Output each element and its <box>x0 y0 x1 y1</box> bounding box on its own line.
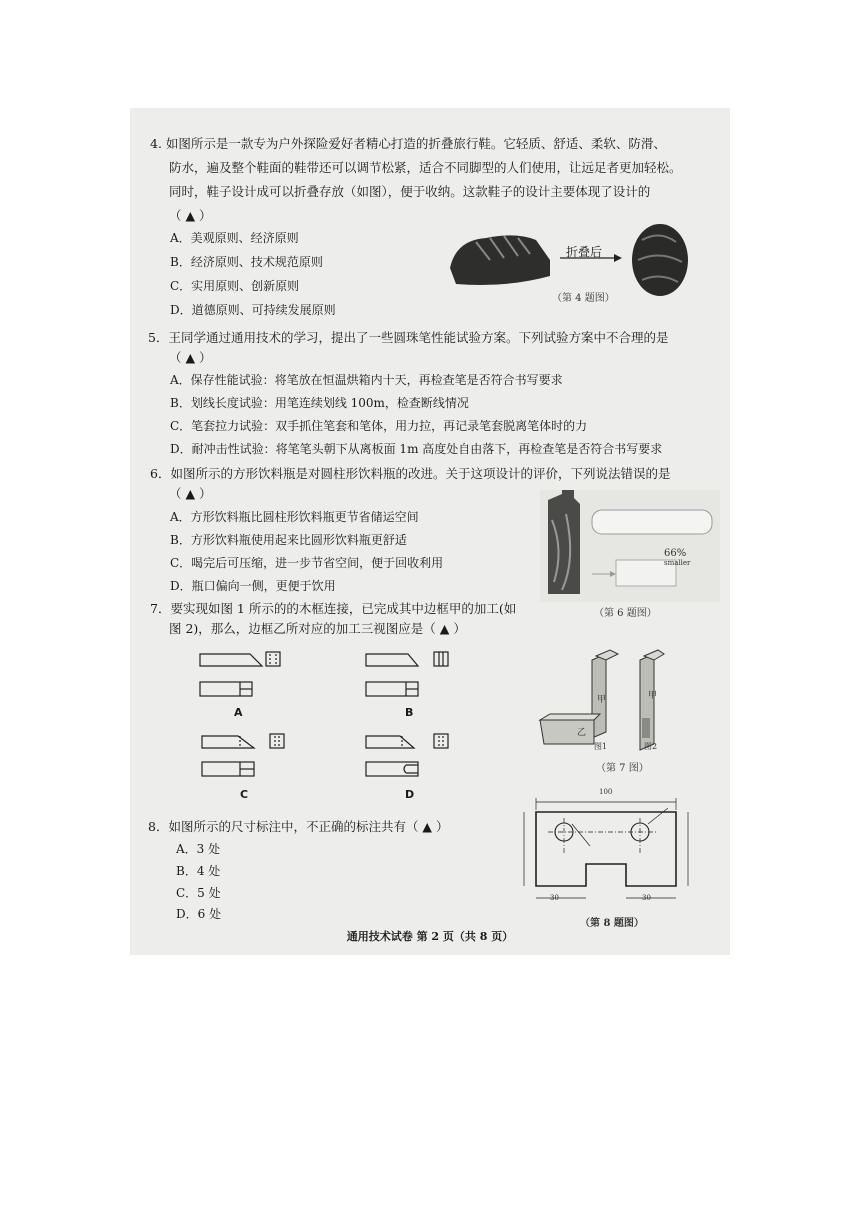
q4-caption: （第 4 题图） <box>552 293 615 304</box>
q7-fig1-label: 图1 <box>594 742 608 751</box>
q5-answer-blank: （ ▲ ） <box>169 350 212 365</box>
q8-dimension-drawing <box>520 794 700 914</box>
q7-label-d: D <box>405 788 415 801</box>
q6-option-a: A．方形饮料瓶比圆柱形饮料瓶更节省储运空间 <box>170 510 419 524</box>
q4-stem-line2: 防水，遍及整个鞋面的鞋带还可以调节松紧，适合不同脚型的人们使用，让远足者更加轻松。 <box>169 160 682 175</box>
q6-option-b: B．方形饮料瓶使用起来比圆形饮料瓶更舒适 <box>170 533 407 547</box>
q8-dim-bottom-left: 30 <box>550 894 559 902</box>
q4-option-a: A．美观原则、经济原则 <box>170 231 299 245</box>
q7-jia-label-2: 甲 <box>648 691 658 701</box>
square-bottle-icon <box>548 490 580 594</box>
q6-bottle-figure <box>540 490 720 602</box>
q8-caption: （第 8 题图） <box>580 918 644 929</box>
q4-fold-label: 折叠后 <box>566 245 603 259</box>
q8-dim-bottom-right: 30 <box>642 894 651 902</box>
q4-option-b: B．经济原则、技术规范原则 <box>170 255 323 269</box>
round-bottle-icon <box>592 510 712 534</box>
q6-badge: 66% <box>664 548 687 559</box>
q7-stem-line1: 7．要实现如图 1 所示的的木框连接，已完成其中边框甲的加工(如 <box>150 601 517 616</box>
q8-stem-line1: 8．如图所示的尺寸标注中，不正确的标注共有（ ▲ ） <box>148 819 449 834</box>
q8-option-c: C．5 处 <box>176 886 221 900</box>
q8-option-a: A．3 处 <box>176 842 221 856</box>
q6-answer-blank: （ ▲ ） <box>169 486 212 501</box>
q4-stem-line3: 同时，鞋子设计成可以折叠存放（如图），便于收纳。这款鞋子的设计主要体现了设计的 <box>169 184 651 199</box>
shoe-icon <box>450 235 550 285</box>
q5-option-b: B．划线长度试验：用笔连续划线 100m，检查断线情况 <box>170 396 469 410</box>
q8-dim-top: 100 <box>599 788 613 796</box>
q6-caption: （第 6 题图） <box>594 608 657 619</box>
q4-option-c: C．实用原则、创新原则 <box>170 279 300 293</box>
q7-label-b: B <box>405 706 414 719</box>
q6-option-c: C．喝完后可压缩，进一步节省空间，便于回收利用 <box>170 556 444 570</box>
q8-option-d: D．6 处 <box>176 907 222 921</box>
q7-label-a: A <box>234 706 243 719</box>
page-footer: 通用技术试卷 第 2 页（共 8 页） <box>346 930 514 943</box>
q7-option-views <box>200 648 430 808</box>
q4-option-d: D．道德原则、可持续发展原则 <box>170 303 336 317</box>
q4-answer-blank: （ ▲ ） <box>169 208 212 223</box>
q5-option-c: C．笔套拉力试验：双手抓住笔套和笔体，用力拉，再记录笔套脱离笔体时的力 <box>170 419 588 433</box>
q5-option-d: D．耐冲击性试验：将笔笔头朝下从离板面 1m 高度处自由落下，再检查笔是否符合书写要求 <box>170 442 663 456</box>
q7-caption: （第 7 图） <box>596 763 649 774</box>
q4-stem-line1: 4. 如图所示是一款专为户外探险爱好者精心打造的折叠旅行鞋。它轻质、舒适、柔软、防滑、 <box>150 136 666 151</box>
exam-page <box>130 108 730 955</box>
q6-stem-line1: 6．如图所示的方形饮料瓶是对圆柱形饮料瓶的改进。关于这项设计的评价，下列说法错误的是 <box>150 466 671 481</box>
q6-badge-sub: smaller <box>664 559 691 567</box>
q8-option-b: B．4 处 <box>176 864 221 878</box>
q7-fig2-label: 图2 <box>644 742 658 751</box>
q6-option-d: D．瓶口偏向一侧，更便于饮用 <box>170 579 336 593</box>
q7-label-c: C <box>240 788 249 801</box>
q5-stem-line1: 5．王同学通过通用技术的学习，提出了一些圆珠笔性能试验方案。下列试验方案中不合理的是 <box>148 330 669 345</box>
q7-jia-label-1: 甲 <box>597 695 607 705</box>
q7-stem-line2: 图 2)，那么，边框乙所对应的加工三视图应是（ ▲ ） <box>169 621 466 636</box>
q5-option-a: A．保存性能试验：将笔放在恒温烘箱内十天，再检查笔是否符合书写要求 <box>170 373 563 387</box>
q7-frame-figure <box>540 654 690 754</box>
q7-yi-label: 乙 <box>577 728 587 738</box>
